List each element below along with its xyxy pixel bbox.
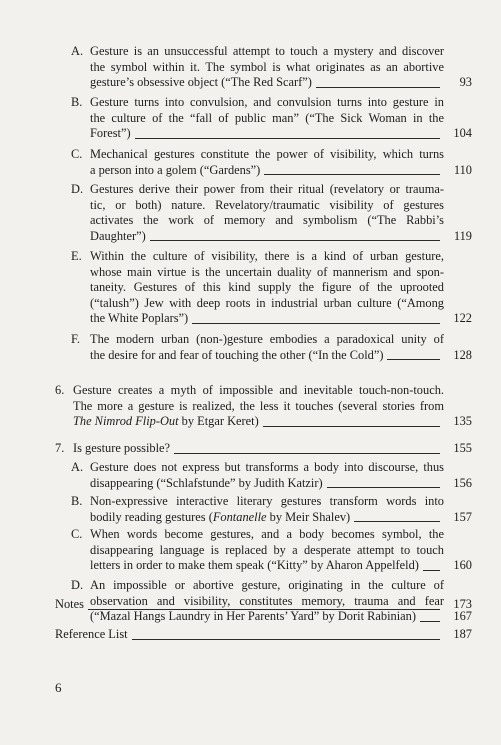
leader-line [387, 359, 440, 360]
toc-entry-last-line [90, 510, 444, 526]
toc-entry-last-line [90, 126, 444, 142]
toc-entry-last-line [90, 558, 444, 574]
toc-entry-text: tic, or both) nature. Revelatory/traumatic visibility of gestures [90, 197, 444, 212]
leader-line [263, 426, 440, 427]
leader-line [354, 521, 440, 522]
toc-entry-text: disappearing (“Schlafstunde” by Judith Katzir) [90, 475, 323, 490]
leader-line [150, 240, 440, 241]
toc-entry-marker: A. [71, 44, 84, 58]
toc-page-number: 104 [453, 126, 472, 141]
leader-line [132, 639, 440, 640]
toc-entry-text: observation and visibility, constitutes memory, trauma and fear [90, 593, 444, 608]
toc-page-number: 156 [453, 475, 472, 490]
toc-page-number: 128 [453, 347, 472, 362]
toc-entry-marker: B. [71, 95, 83, 109]
toc-entry-text: An impossible or abortive gesture, originating in the culture of [90, 578, 444, 592]
toc-entry-text: disappearing language is replaced by a desperate attempt to touch [90, 542, 444, 557]
toc-entry-text: Reference List [55, 627, 128, 641]
toc-entry-text: Within the culture of visibility, there is a kind of urban gesture, [90, 249, 444, 263]
leader-line [316, 87, 440, 88]
toc-entry-marker: B. [71, 494, 83, 508]
toc-entry-last-line [90, 311, 444, 327]
toc-entry-text: Gesture does not express but transforms a body into discourse, thus [90, 460, 444, 474]
toc-entry-text: Gesture turns into convulsion, and convulsion turns into gesture in [90, 95, 444, 109]
toc-entry-text: the desire for and fear of touching the other (“In the Cold”) [90, 347, 384, 362]
toc-entry-text: The modern urban (non-)gesture embodies a paradoxical unity of [90, 332, 444, 346]
leader-line [88, 609, 440, 610]
toc-entry-text: the symbol within it. The symbol is what originates as an abortive [90, 59, 444, 74]
toc-entry-marker: E. [71, 249, 82, 263]
leader-line [420, 621, 440, 622]
toc-entry-last-line [90, 229, 444, 245]
toc-entry-last-line [73, 441, 444, 457]
toc-entry-marker: C. [71, 147, 83, 161]
toc-entry-marker: 6. [55, 383, 65, 397]
toc-entry-text: Non-expressive interactive literary gestures transform words into [90, 494, 444, 508]
toc-entry-last-line [55, 597, 444, 613]
toc-entry-last-line [90, 348, 444, 364]
toc-page-number: 135 [453, 414, 472, 429]
toc-entry-text: the culture of the “fall of public man” (“The Sick Woman in the [90, 110, 444, 125]
toc-entry-text: Mechanical gestures constitute the power of visibility, which turns [90, 147, 444, 161]
toc-entry-text: Gesture creates a myth of impossible and inevitable touch-non-touch. [73, 383, 444, 397]
toc-entry-text: taneity. Gestures of this kind supply the figure of the uprooted [90, 280, 444, 295]
toc-page-number: 110 [453, 162, 472, 177]
toc-entry-text: The more a gesture is realized, the less it touches (several stories from [73, 398, 444, 413]
toc-entry-last-line [90, 163, 444, 179]
toc-entry-text: whose main virtue is the uncertain duality of mannerism and spon- [90, 264, 444, 279]
toc-entry-text: activates the work of memory and symbolism (“The Rabbi’s [90, 213, 444, 228]
leader-line [423, 570, 440, 571]
leader-line [174, 453, 440, 454]
toc-entry-text: a person into a golem (“Gardens”) [90, 162, 261, 177]
toc-entry-marker: D. [71, 578, 84, 592]
toc-page-number: 173 [453, 597, 472, 611]
leader-line [135, 138, 440, 139]
toc-entry-marker: F. [71, 332, 80, 346]
toc-entry-text: The Nimrod Flip-Out by Etgar Keret) [73, 414, 259, 429]
toc-entry-text: (“Mazal Hangs Laundry in Her Parents’ Yard” by Dorit Rabinian) [90, 609, 416, 624]
toc-entry-text: Daughter”) [90, 228, 146, 243]
toc-entry-last-line [90, 75, 444, 91]
toc-page-number: 160 [453, 558, 472, 573]
leader-line [264, 174, 440, 175]
toc-entry-text: letters in order to make them speak (“Kitty” by Aharon Appelfeld) [90, 558, 419, 573]
toc-entry-marker: D. [71, 182, 84, 196]
toc-entry-text: Is gesture possible? [73, 441, 171, 455]
toc-entry-marker: C. [71, 527, 83, 541]
toc-entry-last-line [90, 476, 444, 492]
toc-entry-last-line [73, 414, 444, 430]
toc-entry-text: bodily reading gestures (Fontanelle by Meir Shalev) [90, 509, 351, 524]
toc-entry-text: Gesture is an unsuccessful attempt to touch a mystery and discover [90, 44, 444, 58]
toc-entry-text: gesture’s obsessive object (“The Red Scarf”) [90, 75, 312, 90]
toc-page-number: 119 [453, 228, 472, 243]
toc-page-number: 155 [453, 441, 472, 455]
toc-entry-marker: A. [71, 460, 84, 474]
toc-entry-text: the White Poplars”) [90, 311, 189, 326]
toc-page-number: 93 [459, 75, 472, 90]
page-number: 6 [55, 680, 62, 695]
leader-line [327, 487, 440, 488]
leader-line [192, 323, 440, 324]
toc-entry-marker: 7. [55, 441, 65, 455]
toc-page-number: 167 [453, 609, 472, 624]
toc-entry-last-line [55, 627, 444, 643]
toc-page-number: 157 [453, 509, 472, 524]
toc-entry-text: Notes [55, 597, 84, 611]
toc-page-number: 187 [453, 627, 472, 641]
toc-entry-text: (“talush”) Jew with deep roots in industrial urban culture (“Among [90, 295, 444, 310]
toc-page-number: 122 [453, 311, 472, 326]
toc-entry-text: When words become gestures, and a body becomes symbol, the [90, 527, 444, 541]
toc-entry-text: Gestures derive their power from their ritual (revelatory or trauma- [90, 182, 444, 196]
toc-entry-text: Forest”) [90, 126, 131, 141]
